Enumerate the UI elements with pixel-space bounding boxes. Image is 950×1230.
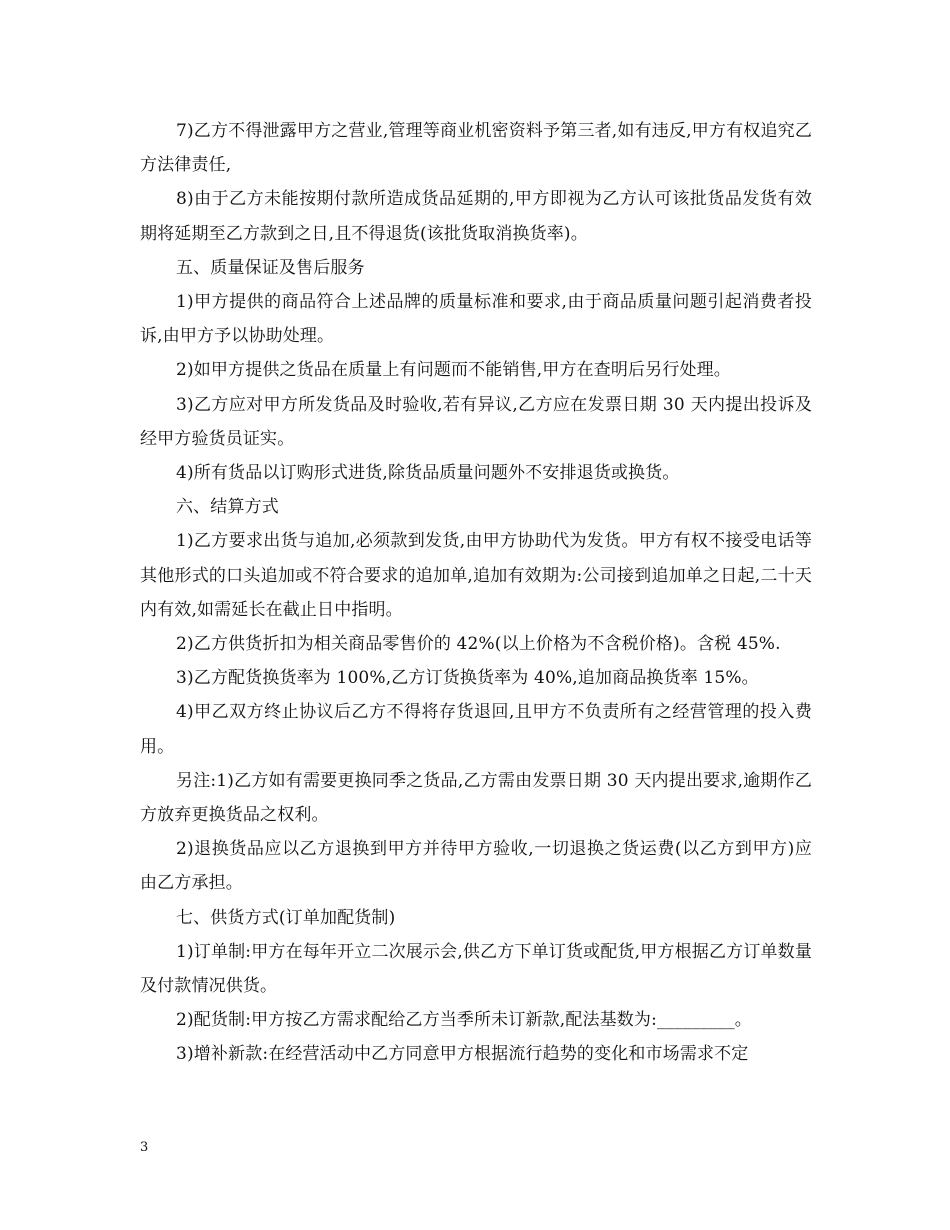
clause-paragraph: 7)乙方不得泄露甲方之营业,管理等商业机密资料予第三者,如有违反,甲方有权追究乙方法律责任, — [140, 121, 812, 176]
clause-paragraph: 4)所有货品以订购形式进货,除货品质量问题外不安排退货或换货。 — [176, 463, 680, 484]
clause-paragraph: 2)如甲方提供之货品在质量上有问题而不能销售,甲方在查明后另行处理。 — [176, 360, 731, 381]
clause-paragraph: 3)增补新款:在经营活动中乙方同意甲方根据流行趋势的变化和市场需求不定 — [176, 1044, 749, 1065]
clause-paragraph: 4)甲乙双方终止协议后乙方不得将存货退回,且甲方不负责所有之经营管理的投入费用。 — [140, 702, 812, 757]
clause-paragraph: 1)乙方要求出货与追加,必须款到发货,由甲方协助代为发货。甲方有权不接受电话等其他形式的口头追加或不符合要求的追加单,追加有效期为:公司接到追加单之日起,二十天内有效,如需延长在截止日中指明。 — [140, 531, 812, 620]
clause-paragraph: 3)乙方应对甲方所发货品及时验收,若有异议,乙方应在发票日期 30 天内提出投诉及经甲方验货员证实。 — [140, 394, 812, 449]
section-heading: 五、质量保证及售后服务 — [176, 257, 365, 278]
clause-paragraph: 8)由于乙方未能按期付款所造成货品延期的,甲方即视为乙方认可该批货品发货有效期将延期至乙方款到之日,且不得退货(该批货取消换货率)。 — [140, 189, 812, 244]
clause-paragraph: 3)乙方配货换货率为 100%,乙方订货换货率为 40%,追加商品换货率 15%。 — [176, 668, 759, 689]
clause-paragraph: 1)订单制:甲方在每年开立二次展示会,供乙方下单订货或配货,甲方根据乙方订单数量及付款情况供货。 — [140, 941, 812, 997]
clause-paragraph: 2)配货制:甲方按乙方需求配给乙方当季所未订新款,配法基数为:_________。 — [176, 1010, 752, 1031]
clause-paragraph: 1)甲方提供的商品符合上述品牌的质量标准和要求,由于商品质量问题引起消费者投诉,由甲方予以协助处理。 — [140, 292, 812, 347]
section-heading: 六、结算方式 — [176, 497, 279, 518]
clause-paragraph: 2)乙方供货折扣为相关商品零售价的 42%(以上价格为不含税价格)。含税 45%. — [176, 634, 781, 655]
note-paragraph: 另注:1)乙方如有需要更换同季之货品,乙方需由发票日期 30 天内提出要求,逾期作乙方放弃更换货品之权利。 — [140, 770, 812, 826]
page-number: 3 — [140, 1140, 149, 1155]
document-body — [140, 114, 812, 1072]
note-paragraph: 2)退换货品应以乙方退换到甲方并待甲方验收,一切退换之货运费(以乙方到甲方)应由乙方承担。 — [140, 839, 812, 894]
section-heading: 七、供货方式(订单加配货制) — [176, 907, 396, 928]
